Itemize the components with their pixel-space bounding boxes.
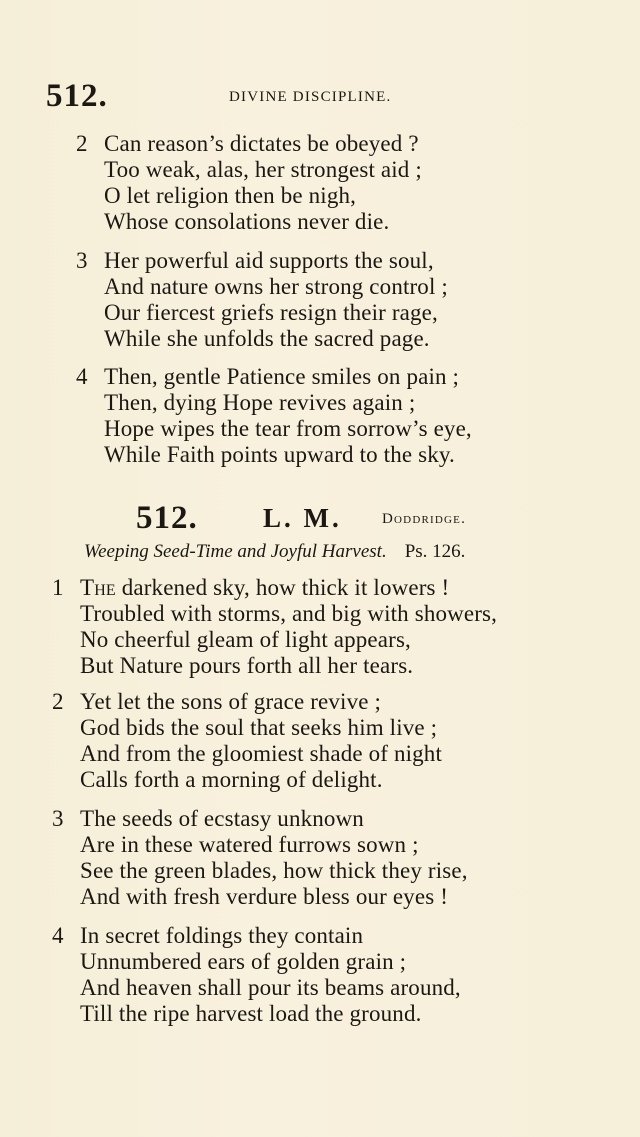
verse-line: Unnumbered ears of golden grain ;: [80, 949, 407, 974]
verse-first-line-rest: darkened sky, how thick it lowers !: [115, 575, 450, 600]
verse-line: The seeds of ecstasy unknown: [80, 806, 364, 831]
verse-line: Our fiercest griefs resign their rage,: [104, 300, 438, 325]
verse-number: 3: [76, 248, 88, 273]
hymn-author: Doddridge.: [382, 511, 467, 527]
verse-line: Can reason’s dictates be obeyed ?: [104, 131, 419, 156]
verse-line: While Faith points upward to the sky.: [104, 442, 455, 467]
verse-line: And nature owns her strong control ;: [104, 274, 448, 299]
running-head: [46, 78, 426, 114]
verse-line: O let religion then be nigh,: [104, 183, 357, 208]
hymn-heading: [136, 500, 496, 540]
verse-line: But Nature pours forth all her tears.: [80, 653, 414, 678]
verse-first-word: The: [80, 575, 116, 600]
previous-hymn-verse-2: [76, 131, 596, 235]
verse-line: No cheerful gleam of light appears,: [80, 627, 411, 652]
verse-line: See the green blades, how thick they rise,: [80, 858, 468, 883]
hymn-verse-3: [52, 806, 612, 910]
hymn-verse-2: [52, 689, 612, 793]
verse-line: And from the gloomiest shade of night: [80, 741, 442, 766]
hymn-number: 512.: [136, 500, 198, 536]
previous-hymn-verse-3: [76, 248, 596, 352]
hymn-meter: L. M.: [263, 503, 342, 533]
verse-number: 1: [52, 575, 64, 600]
verse-number: 3: [52, 806, 64, 831]
verse-number: 4: [76, 364, 88, 389]
verse-line: And heaven shall pour its beams around,: [80, 975, 461, 1000]
verse-line: Whose consolations never die.: [104, 209, 390, 234]
page-number: 512.: [46, 78, 108, 114]
verse-line: Till the ripe harvest load the ground.: [80, 1001, 422, 1026]
verse-number: 2: [76, 131, 88, 156]
verse-line: Calls forth a morning of delight.: [80, 767, 383, 792]
hymn-verse-1: [52, 575, 612, 679]
hymn-verse-4: [52, 923, 612, 1027]
verse-line: [80, 575, 497, 601]
verse-number: 2: [52, 689, 64, 714]
verse-line: In secret foldings they contain: [80, 923, 364, 948]
verse-line: While she unfolds the sacred page.: [104, 326, 430, 351]
hymn-subtitle: [84, 540, 465, 564]
hymn-title: Weeping Seed-Time and Joyful Harvest.: [84, 541, 387, 562]
verse-line: Troubled with storms, and big with showers,: [80, 601, 498, 626]
running-title: DIVINE DISCIPLINE.: [229, 89, 392, 105]
verse-line: Too weak, alas, her strongest aid ;: [104, 157, 422, 182]
verse-line: Yet let the sons of grace revive ;: [80, 689, 382, 714]
psalm-reference: Ps. 126.: [404, 541, 466, 562]
verse-line: And with fresh verdure bless our eyes !: [80, 884, 448, 909]
verse-line: Hope wipes the tear from sorrow’s eye,: [104, 416, 472, 441]
verse-line: Her powerful aid supports the soul,: [104, 248, 434, 273]
verse-line: God bids the soul that seeks him live ;: [80, 715, 438, 740]
verse-line: Then, dying Hope revives again ;: [104, 390, 416, 415]
verse-line: Then, gentle Patience smiles on pain ;: [104, 364, 460, 389]
previous-hymn-verse-4: [76, 364, 606, 468]
verse-number: 4: [52, 923, 64, 948]
verse-line: Are in these watered furrows sown ;: [80, 832, 419, 857]
